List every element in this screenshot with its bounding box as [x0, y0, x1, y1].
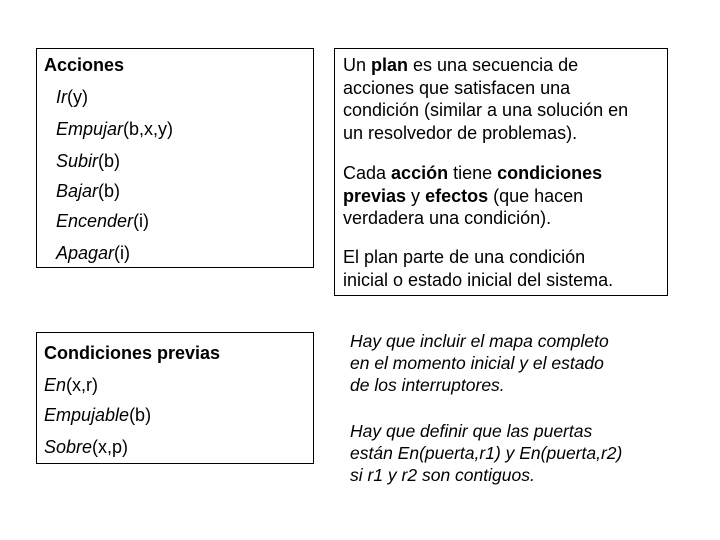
action-empujar: Empujar(b,x,y) [56, 119, 174, 139]
plan-paragraph-2: Cada acción tiene condiciones previas y efectos (que hacen verdadera una condición). [343, 163, 603, 228]
action-apagar: Apagar(i) [56, 243, 131, 263]
actions-title: Acciones [44, 55, 125, 75]
precondition-sobre: Sobre(x,p) [44, 437, 129, 457]
action-bajar: Bajar(b) [56, 181, 121, 201]
note-doors: Hay que definir que las puertas están En(puerta,r1) y En(puerta,r2) si r1 y r2 son contiguos. [350, 421, 623, 485]
plan-paragraph-1: Un plan es una secuencia de acciones que satisfacen una condición (similar a una solución en un resolvedor de problemas). [343, 55, 629, 143]
plan-paragraph-3: El plan parte de una condición inicial o estado inicial del sistema. [343, 247, 614, 290]
preconditions-title: Condiciones previas [44, 343, 221, 363]
note-initial-state: Hay que incluir el mapa completo en el momento inicial y el estado de los interruptores. [350, 331, 609, 395]
precondition-empujable: Empujable(b) [44, 405, 152, 425]
precondition-en: En(x,r) [44, 375, 99, 395]
action-ir: Ir(y) [56, 87, 88, 107]
action-subir: Subir(b) [56, 151, 121, 171]
action-encender: Encender(i) [56, 211, 150, 231]
